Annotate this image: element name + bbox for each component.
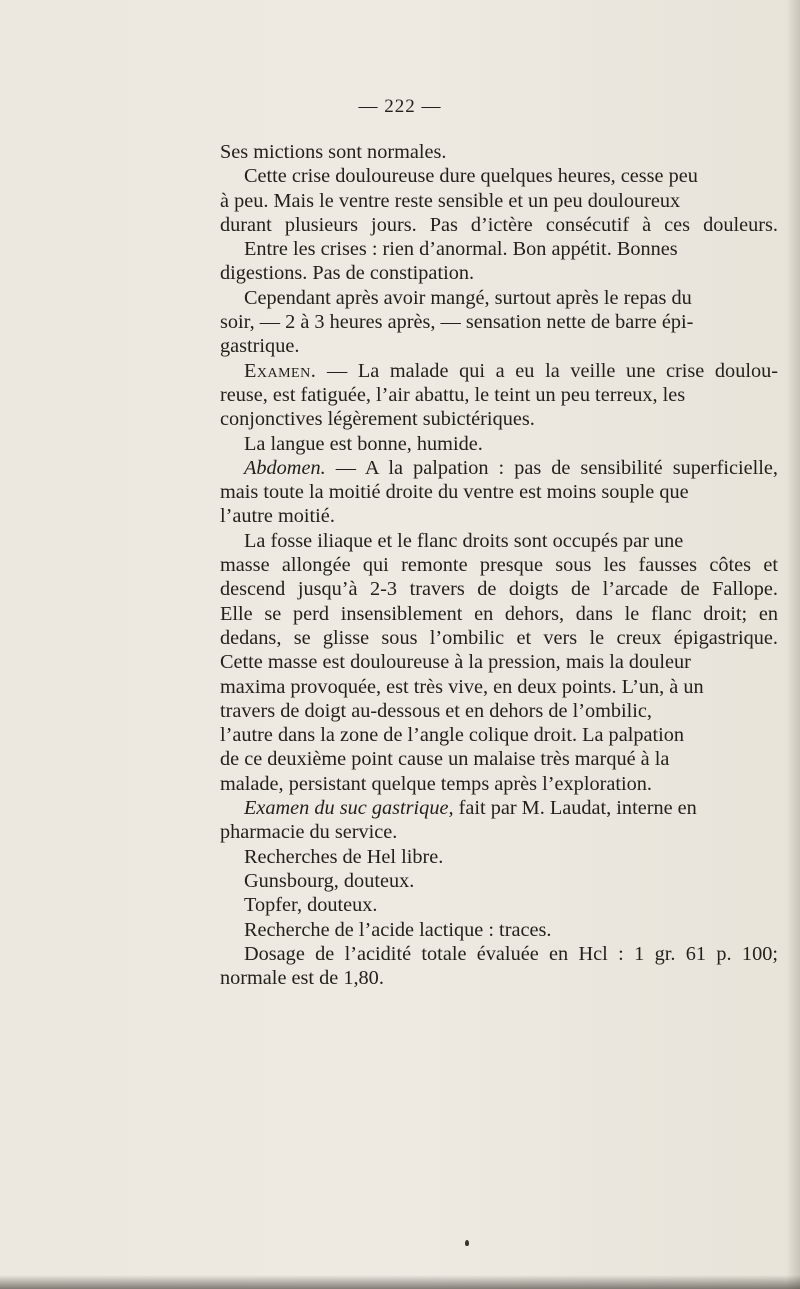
- page-bottom-edge: [0, 1275, 800, 1289]
- line-text: La langue est bonne, humide.: [244, 432, 483, 455]
- line-text: mais toute la moitié droite du ventre est moins souple que: [220, 481, 689, 504]
- line-text: Cette masse est douloureuse à la pression, mais la douleur: [220, 651, 691, 674]
- text-line: [220, 432, 778, 456]
- line-text: travers de doigt au-dessous et en dehors de l’ombilic,: [220, 699, 652, 722]
- text-line: [220, 504, 778, 528]
- text-line: [220, 213, 778, 237]
- line-text: normale est de 1,80.: [220, 967, 384, 990]
- text-line: [220, 942, 778, 966]
- text-line: [220, 189, 778, 213]
- text-line: [220, 456, 778, 480]
- line-text: fait par M. Laudat, interne en: [453, 797, 697, 820]
- text-line: [220, 237, 778, 261]
- text-line: [220, 407, 778, 431]
- text-line: [220, 675, 778, 699]
- line-text: soir, — 2 à 3 heures après, — sensation nette de barre épi-: [220, 311, 694, 334]
- line-text: Cependant après avoir mangé, surtout après le repas du: [244, 286, 692, 309]
- ink-speck: [465, 1240, 469, 1246]
- text-line: [220, 772, 778, 796]
- line-text: pharmacie du service.: [220, 821, 398, 844]
- line-text: l’autre dans la zone de l’angle colique droit. La palpation: [220, 724, 685, 747]
- line-text: conjonctives légèrement subictériques.: [220, 408, 535, 431]
- text-line: [220, 602, 778, 626]
- page-edge-shadow: [786, 0, 800, 1289]
- line-text: de ce deuxième point cause un malaise très marqué à la: [220, 748, 670, 771]
- line-text: gastrique.: [220, 335, 300, 358]
- text-line: [220, 723, 778, 747]
- line-text: La fosse iliaque et le flanc droits sont occupés par une: [244, 529, 684, 552]
- line-text: durant plusieurs jours. Pas d’ictère consécutif à ces douleurs.: [220, 213, 778, 236]
- line-text: digestions. Pas de constipation.: [220, 262, 475, 285]
- line-text: à peu. Mais le ventre reste sensible et un peu douloureux: [220, 189, 681, 212]
- text-line: [220, 650, 778, 674]
- text-line: [220, 747, 778, 771]
- line-text: Ses mictions sont normales.: [220, 141, 447, 163]
- line-text: masse allongée qui remonte presque sous les fausses côtes et: [220, 554, 778, 577]
- text-line: [220, 383, 778, 407]
- line-text: l’autre moitié.: [220, 505, 335, 528]
- text-line: [220, 626, 778, 650]
- text-line: [220, 140, 778, 164]
- text-line: [220, 286, 778, 310]
- text-line: [220, 577, 778, 601]
- text-line: [220, 359, 778, 383]
- line-text: Recherches de Hel libre.: [244, 845, 444, 868]
- line-text: descend jusqu’à 2-3 travers de doigts de l’arcade de Fallope.: [220, 578, 778, 601]
- text-line: [220, 480, 778, 504]
- section-heading: Examen.: [244, 359, 317, 382]
- body-text: [220, 140, 778, 990]
- line-text: dedans, se glisse sous l’ombilic et vers le creux épigastrique.: [220, 626, 778, 649]
- text-line: [220, 845, 778, 869]
- italic-heading: Abdomen.: [244, 456, 326, 479]
- text-line: [220, 869, 778, 893]
- line-text: reuse, est fatiguée, l’air abattu, le teint un peu terreux, les: [220, 383, 686, 406]
- text-line: [220, 820, 778, 844]
- text-line: [220, 699, 778, 723]
- page-number: — 222 —: [358, 96, 442, 117]
- line-text: Recherche de l’acide lactique : traces.: [244, 918, 552, 941]
- line-text: — A la palpation : pas de sensibilité superficielle,: [325, 456, 778, 479]
- text-line: [220, 553, 778, 577]
- line-text: maxima provoquée, est très vive, en deux points. L’un, à un: [220, 675, 704, 698]
- italic-heading: Examen du suc gastrique,: [244, 797, 454, 820]
- text-line: [220, 529, 778, 553]
- line-text: malade, persistant quelque temps après l’exploration.: [220, 772, 652, 795]
- line-text: — La malade qui a eu la veille une crise doulou-: [316, 359, 778, 382]
- text-line: [220, 310, 778, 334]
- line-text: Gunsbourg, douteux.: [244, 869, 415, 892]
- text-line: [220, 796, 778, 820]
- text-line: [220, 334, 778, 358]
- text-line: [220, 261, 778, 285]
- line-text: Dosage de l’acidité totale évaluée en Hcl : 1 gr. 61 p. 100;: [244, 942, 778, 965]
- line-text: Entre les crises : rien d’anormal. Bon appétit. Bonnes: [244, 238, 678, 261]
- text-line: [220, 164, 778, 188]
- line-text: Topfer, douteux.: [244, 894, 378, 917]
- text-line: [220, 966, 778, 990]
- line-text: Cette crise douloureuse dure quelques heures, cesse peu: [244, 165, 698, 188]
- text-line: [220, 918, 778, 942]
- text-line: [220, 893, 778, 917]
- line-text: Elle se perd insensiblement en dehors, dans le flanc droit; en: [220, 602, 778, 625]
